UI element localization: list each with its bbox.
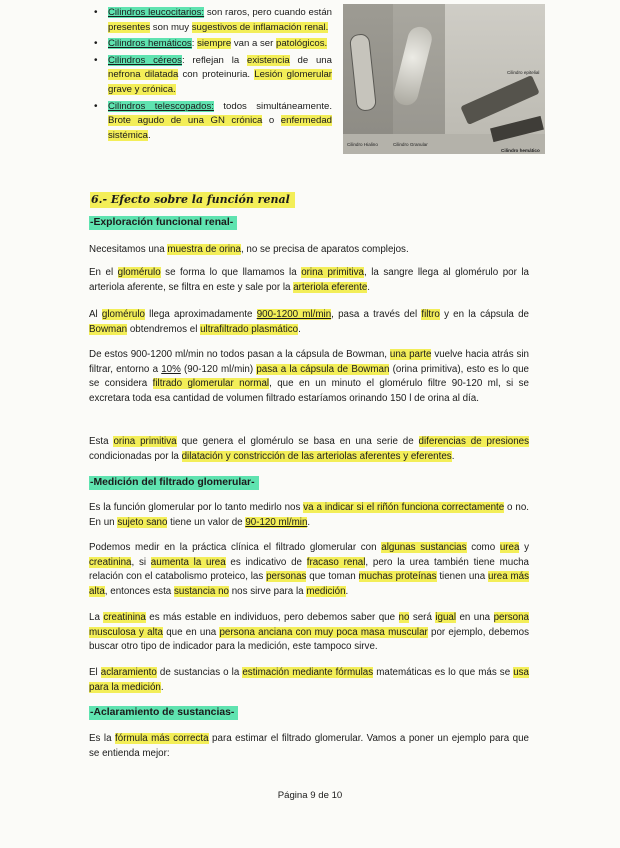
highlighted-text: patológicos.: [275, 38, 328, 50]
highlighted-text: fracaso renal: [306, 556, 366, 568]
highlighted-text: glomérulo: [101, 309, 145, 320]
text-run: En el: [89, 267, 118, 278]
text-run: Necesitamos una: [89, 244, 168, 255]
text-run: es indicativo de: [225, 556, 307, 568]
paragraph: [89, 435, 529, 464]
text-run: .: [307, 516, 311, 528]
text-run: se forma lo que llamamos la: [160, 267, 302, 278]
cast-types-list: [108, 6, 332, 145]
text-run: con proteinuria.: [178, 69, 255, 81]
highlighted-text: personas: [266, 571, 307, 583]
text-run: en una: [456, 612, 494, 623]
text-run: obtendremos el: [127, 323, 201, 335]
highlighted-text: presentes: [108, 21, 151, 33]
text-run: , pasa a través del: [331, 309, 422, 320]
text-run: Esta: [89, 436, 114, 447]
text-run: es más estable en individuos, pero debemos saber que: [145, 612, 399, 623]
figure-caption: Cilindro Hialino: [347, 142, 378, 147]
text-run: matemáticas es lo que más se: [373, 667, 514, 678]
text-run: son muy: [150, 21, 192, 33]
text-run: condicionadas por la: [89, 450, 182, 462]
subsection-heading: -Aclaramiento de sustancias-: [89, 706, 238, 720]
text-run: o no. En un: [89, 502, 529, 528]
text-run: , pero la urea también tiene mucha relación con el catabolismo proteico, las: [89, 556, 529, 583]
highlighted-text: medición: [306, 585, 346, 597]
list-item: [108, 37, 332, 52]
text-run: vuelve hacia atrás sin filtrar, entorno a: [89, 349, 529, 375]
page-number: Página 9 de 10: [277, 790, 343, 801]
highlighted-text: diferencias de presiones: [418, 436, 530, 447]
text-run: De estos 900-1200 ml/min no todos pasan a la cápsula de Bowman,: [89, 349, 390, 360]
highlighted-text: estimación mediante fórmulas: [242, 667, 374, 678]
text-run: de sustancias o la: [156, 667, 243, 678]
highlighted-text: glomérulo: [117, 267, 161, 278]
figure-caption: Cilindro epitelial: [507, 70, 540, 75]
highlighted-text: urea: [499, 542, 520, 553]
list-item: [108, 6, 332, 35]
highlighted-text: nefrona dilatada: [108, 69, 179, 81]
text-run: o: [262, 115, 281, 127]
highlighted-text: urea más alta: [89, 571, 529, 597]
text-run: y: [519, 542, 530, 553]
highlighted-text: filtrado glomerular normal: [152, 378, 270, 390]
highlighted-text: 10%: [161, 363, 181, 375]
paragraph: [89, 266, 529, 295]
text-run: tienen una: [436, 571, 489, 583]
paragraph: [89, 541, 529, 599]
text-run: para estimar el filtrado glomerular. Vamos a poner un ejemplo para que se entienda mejor:: [89, 733, 529, 759]
text-run: .: [160, 681, 164, 693]
highlighted-text: Cilindros céreos: [108, 54, 182, 66]
highlighted-text: aumenta la urea: [150, 556, 226, 568]
highlighted-text: una parte: [389, 349, 432, 360]
text-run: (orina primitiva), esto es lo que se considera: [89, 363, 529, 390]
highlighted-text: muestra de orina: [167, 244, 241, 255]
text-run: .: [451, 450, 455, 462]
highlighted-text: ultrafiltrado plasmático: [200, 323, 299, 335]
text-run: y en la cápsula de: [439, 309, 529, 320]
text-run: El: [89, 667, 101, 678]
text-run: .: [367, 281, 371, 293]
highlighted-text: persona anciana con muy poca masa muscular: [219, 626, 428, 638]
text-run: todos simultáneamente.: [213, 100, 332, 112]
figure-caption: Cilindro hemático: [501, 148, 540, 153]
highlighted-text: no: [398, 612, 410, 623]
text-run: La: [89, 612, 104, 623]
text-run: , la sangre llega al glomérulo por la arteriola aferente, se filtra en este y sale por la: [89, 267, 529, 293]
highlighted-text: 90-120 ml/min: [245, 516, 308, 528]
text-run: que en una: [162, 626, 220, 638]
paragraph: [89, 501, 529, 530]
list-item: [108, 100, 332, 144]
text-run: van a ser: [231, 38, 276, 50]
highlighted-text: pasa a la cápsula de Bowman: [256, 363, 390, 375]
subsection-heading: -Exploración funcional renal-: [89, 216, 237, 230]
paragraph: [89, 732, 529, 761]
text-run: : reflejan la: [181, 54, 247, 66]
text-run: Podemos medir en la práctica clínica el filtrado glomerular con: [89, 542, 382, 553]
text-run: por ejemplo, debemos buscar otro tipo de indicador para la medición, este tampoco sirve.: [89, 626, 529, 653]
highlighted-text: arteriola eferente: [293, 281, 368, 293]
figure-panel: [445, 4, 545, 134]
highlighted-text: orina primitiva: [113, 436, 177, 447]
text-run: será: [409, 612, 436, 623]
highlighted-text: muchas proteínas: [358, 571, 437, 583]
text-run: .: [147, 129, 151, 141]
highlighted-text: Cilindros leucocitarios:: [108, 7, 205, 18]
text-run: que genera el glomérulo se basa en una serie de: [176, 436, 419, 447]
highlighted-text: 900-1200 ml/min: [256, 309, 332, 320]
highlighted-text: algunas sustancias: [381, 542, 467, 553]
highlighted-text: creatinina: [89, 556, 132, 568]
text-run: (90-120 ml/min): [180, 363, 257, 375]
text-run: que toman: [306, 571, 359, 583]
highlighted-text: Cilindros hemáticos: [108, 38, 192, 50]
text-run: .: [298, 323, 301, 335]
highlighted-text: usa para la medición: [89, 667, 529, 693]
highlighted-text: sugestivos de inflamación renal.: [191, 21, 329, 33]
text-run: son raros, pero cuando están: [204, 7, 332, 18]
highlighted-text: sujeto sano: [117, 516, 168, 528]
list-item: [108, 54, 332, 98]
highlighted-text: Brote agudo de una GN crónica: [108, 115, 263, 127]
text-run: nos sirve para la: [228, 585, 307, 597]
text-run: :: [191, 38, 198, 50]
text-run: .: [345, 585, 349, 597]
highlighted-text: persona musculosa y alta: [89, 612, 529, 638]
highlighted-text: existencia: [247, 54, 290, 66]
text-run: de una: [289, 54, 332, 66]
highlighted-text: dilatación y constricción de las arteriolas aferentes y eferentes: [181, 450, 452, 462]
text-run: tiene un valor de: [167, 516, 246, 528]
highlighted-text: siempre: [197, 38, 232, 50]
highlighted-text: Cilindros telescopados:: [108, 100, 214, 112]
paragraph: [89, 243, 529, 258]
paragraph: [89, 666, 529, 695]
paragraph: [89, 611, 529, 655]
figure-caption: Cilindro Granular: [393, 142, 428, 147]
subsection-heading: -Medición del filtrado glomerular-: [89, 476, 259, 490]
highlighted-text: enfermedad sistémica: [108, 115, 332, 141]
highlighted-text: fórmula más correcta: [115, 733, 209, 744]
highlighted-text: sustancia no: [173, 585, 229, 597]
text-run: , si: [131, 556, 151, 568]
text-run: , no se precisa de aparatos complejos.: [240, 244, 409, 255]
text-run: Es la función glomerular por lo tanto medirlo nos: [89, 502, 304, 513]
highlighted-text: va a indicar si el riñón funciona correctamente: [303, 502, 505, 513]
text-run: , que en un minuto el glomérulo filtre 90-120 ml, si se excretara toda esa cantidad de volumen filtrado estaríamos orinando 150 l de orina al día.: [89, 378, 529, 404]
text-run: llega aproximadamente: [144, 309, 257, 320]
highlighted-text: orina primitiva: [301, 267, 364, 278]
text-run: Es la: [89, 733, 116, 744]
text-run: como: [466, 542, 500, 553]
text-run: , entonces esta: [104, 585, 174, 597]
highlighted-text: Lesión glomerular grave y crónica.: [108, 69, 332, 95]
text-run: Al: [89, 309, 102, 320]
urinary-casts-figure: [343, 4, 545, 154]
section-heading: 6.- Efecto sobre la función renal: [90, 192, 295, 208]
highlighted-text: igual: [435, 612, 457, 623]
highlighted-text: filtro: [421, 309, 440, 320]
paragraph: [89, 348, 529, 406]
highlighted-text: creatinina: [103, 612, 146, 623]
paragraph: [89, 308, 529, 337]
highlighted-text: Bowman: [89, 323, 128, 335]
highlighted-text: aclaramiento: [100, 667, 157, 678]
